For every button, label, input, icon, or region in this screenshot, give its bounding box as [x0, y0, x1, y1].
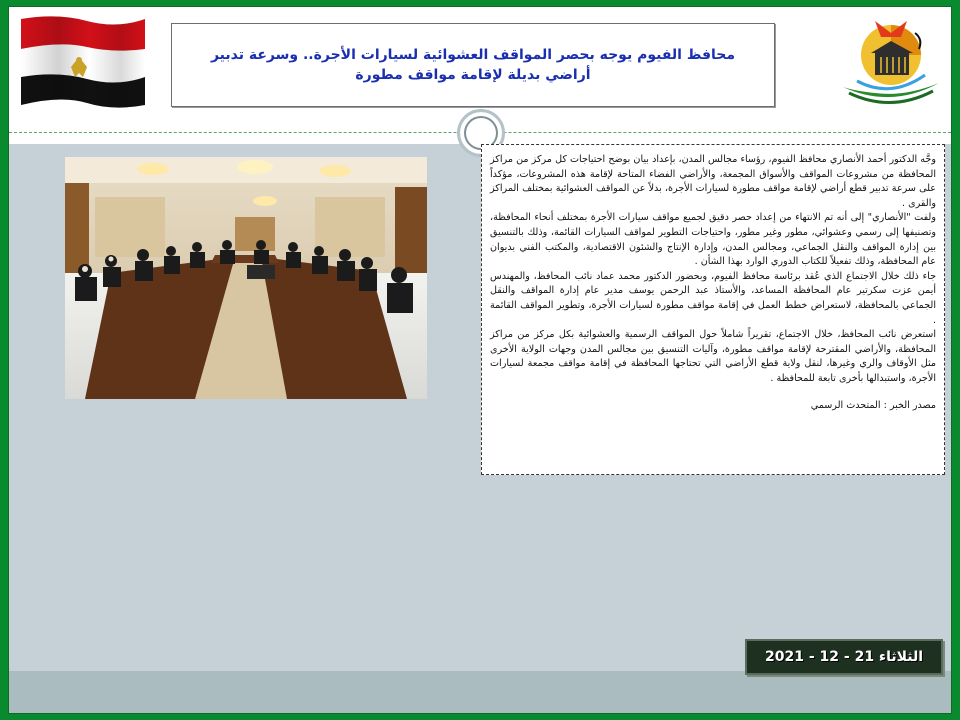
meeting-photo [65, 157, 427, 399]
date-text: الثلاثاء 21 - 12 - 2021 [765, 649, 924, 665]
article-body [481, 144, 945, 475]
headline-box [171, 23, 775, 107]
page-frame [8, 6, 952, 714]
article-paragraph: استعرض نائب المحافظ، خلال الاجتماع، تقريراً شاملاً حول المواقف الرسمية والعشوائية بكل مركز من مراكز المحافظة، والأراضي المقترحة لإقامة مواقف مطورة، وآليات التنسيق بين مجالس المدن وجهات الولاية الأخرى مثل الأوقاف والري وغيرها، لنقل ولاية قطع الأراضي التي تحتاجها المحافظة في إقامة مواقف مجمعة لسيارات الأجرة، واستبدالها بأخرى تابعة للمحافظة . [490, 329, 936, 384]
news-source: مصدر الخبر : المتحدث الرسمي [810, 399, 936, 411]
egypt-flag-icon [17, 13, 147, 109]
article-paragraph: وجَّه الدكتور أحمد الأنصاري محافظ الفيوم، رؤساء مجالس المدن، بإعداد بيان بوضح احتياجات كل مركز من مراكز المحافظة من مشروعات المواقف والأسواق المجمعة، والأراضي الفضاء المتاحة لإقامة هذه المشروعات، مؤكداً على سرعة تدبير قطع أراضي لإقامة مواقف مطورة لسيارات الأجرة، بدلاً عن المواقف العشوائية بمختلف المراكز والقرى . [490, 154, 936, 209]
footer-strip [9, 671, 951, 714]
article-paragraph: ولفت "الأنصاري" إلى أنه تم الانتهاء من إعداد حصر دقيق لجميع مواقف سيارات الأجرة بمختلف أنحاء المحافظة، وتصنيفها إلى رسمي وعشوائي، مطور وغير مطور، واحتياجات التطوير لمواقف السيارات القائمة، وذلك بالتنسيق بين إدارة المواقف والنقل الجماعي، ومجالس المدن، وإدارة الإنتاج والشئون الاقتصادية، والمكتب الفني بديوان عام المحافظة، وذلك تفعيلاً للكتاب الدوري الوارد بهذا الشأن . [490, 212, 936, 268]
article-paragraph: جاء ذلك خلال الاجتماع الذي عُقد برئاسة محافظ الفيوم، وبحضور الدكتور محمد عماد نائب المحافظ، والمهندس أيمن عزت سكرتير عام المحافظة المساعد، والأستاذ عبد الرحمن يوسف مدير عام إدارة المواقف والنقل الجماعي بالمحافظة، لاستعراض خطط العمل في إقامة مواقف مطورة لسيارات الأجرة، وتطوير المواقف القائمة . [490, 270, 936, 326]
fayoum-governorate-emblem-icon [835, 13, 947, 111]
headline: محافظ الفيوم يوجه بحصر المواقف العشوائية لسيارات الأجرة.. وسرعة تدبير أراضي بديلة لإقامة مواقف مطورة [210, 47, 736, 83]
date-badge [745, 639, 943, 675]
